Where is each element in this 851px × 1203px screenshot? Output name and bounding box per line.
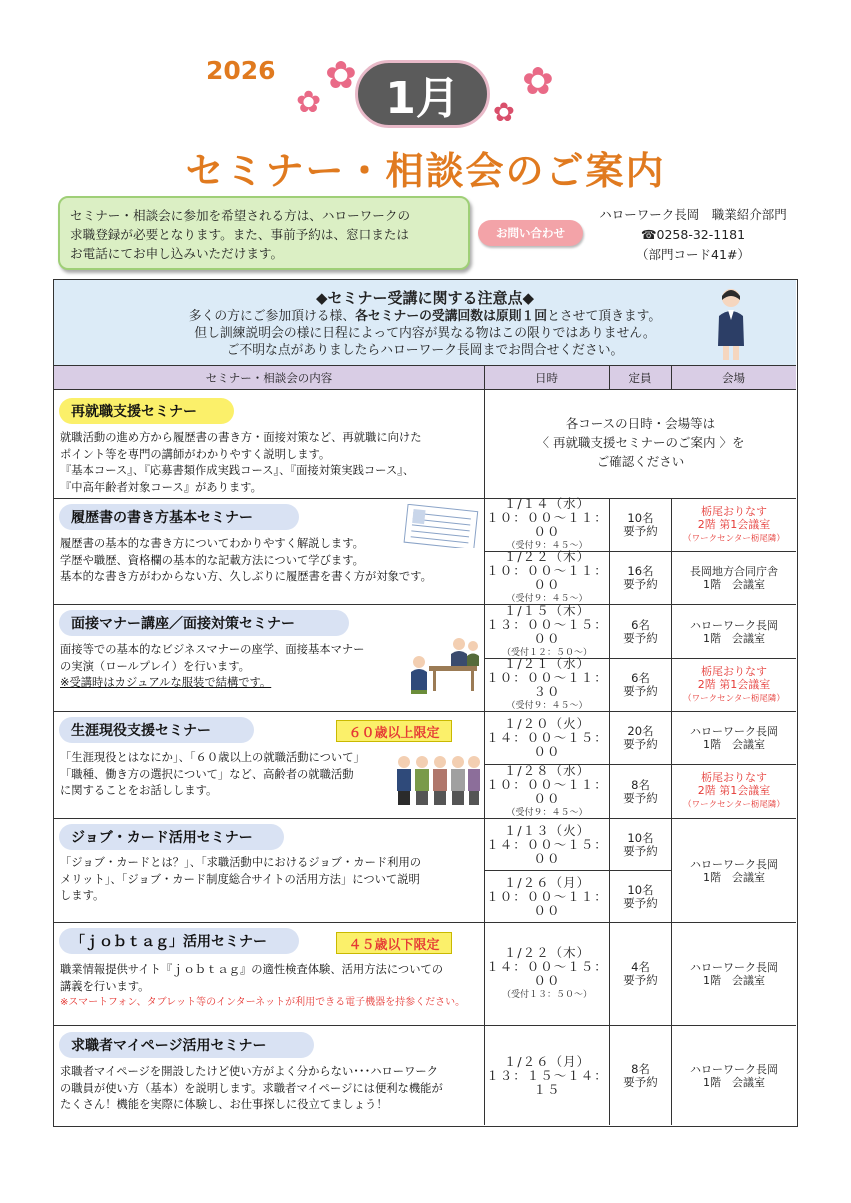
notice-line: お電話にてお申し込みいただけます。 <box>70 246 284 261</box>
session-capacity: 10名 要予約 <box>623 511 658 538</box>
seminar-description: 就職活動の進め方から履歴書の書き方・面接対策など、再就職に向けた ポイント等を専門の講師がわかりやすく説明します。 『基本コース』、『応募書類作成実践コース』、『面接対策実践コース』、 『中高年齢者対象コース』があります。 <box>60 431 422 494</box>
column-header-content: セミナー・相談会の内容 <box>54 366 484 390</box>
session-datetime: １/１３（火） １４：００～１５：００ <box>486 822 608 866</box>
registration-notice <box>58 196 470 270</box>
staff-person-icon <box>714 286 748 362</box>
seminar-description: 履歴書の基本的な書き方についてわかりやすく解説します。 学歴や職歴、資格欄の基本的な記載方法について学びます。 基本的な書き方がわからない方、久しぶりに履歴書を書く方が対象です。 <box>60 537 432 583</box>
plum-flower-icon: ✿ <box>522 59 554 103</box>
session-datetime: １/２１（水） １０：００～１１：３０ （受付９：４５～） <box>486 656 608 711</box>
seniors-group-icon <box>394 752 482 808</box>
column-divider <box>609 366 610 390</box>
column-header-datetime: 日時 <box>484 366 609 390</box>
attention-line: 多くの方にご参加頂ける様、各セミナーの受講回数は原則１回とさせて頂きます。 <box>188 309 662 324</box>
seminar-description: 職業情報提供サイト『ｊｏｂｔａｇ』の適性検査体験、活用方法についての 講義を行います。 ※スマートフォン、タブレット等のインターネットが利用できる電子機器を持参ください。 <box>60 963 466 1008</box>
session-capacity: 8名 要予約 <box>623 777 658 805</box>
notice-line: セミナー・相談会に参加を希望される方は、ハローワークの <box>70 208 411 223</box>
seminar-table <box>53 279 798 1127</box>
plum-flower-icon: ✿ <box>325 53 357 97</box>
session-capacity: 8名 要予約 <box>623 1061 658 1089</box>
plum-flower-icon: ✿ <box>296 85 322 120</box>
page-title: セミナー・相談会のご案内 <box>185 149 666 193</box>
contact-button[interactable]: お問い合わせ <box>478 220 583 246</box>
attention-panel <box>54 280 796 366</box>
seminar-description: 求職者マイページを開設したけど使い方がよく分からない･･･ハローワーク の職員が使い方（基本）を説明します。求職者マイページには便利な機能が たくさん！機能を実際に体験し、お仕事探しに役立てましょう！ <box>60 1065 443 1111</box>
session-datetime: １/２２（木） １４：００～１５：００ （受付１３：５０～） <box>486 945 608 1000</box>
session-datetime: １/２２（木） １０：００～１１：００ （受付９：４５～） <box>486 549 608 604</box>
session-capacity: 16名 要予約 <box>623 564 658 591</box>
interview-people-icon <box>409 632 481 698</box>
seminar-title-reemployment: 再就職支援セミナー <box>59 398 234 424</box>
seminar-description: 「ジョブ・カードとは？」、「求職活動中におけるジョブ・カード利用の メリット」、「ジョブ・カード制度総合サイトの活用方法」について説明 します。 <box>60 856 422 902</box>
session-venue: ハローワーク長岡 1階 会議室 <box>690 725 778 751</box>
session-datetime: １/２６（月） １０：００～１１：００ <box>486 874 608 918</box>
attention-heading: ◆セミナー受講に関する注意点◆ <box>315 289 535 307</box>
session-venue: ハローワーク長岡 1階 会議室 <box>690 857 778 884</box>
session-capacity: 10名 要予約 <box>623 830 658 858</box>
session-datetime: １/２８（水） １０：００～１１：００ （受付９：４５～） <box>486 762 608 818</box>
column-header-venue: 会場 <box>671 366 796 390</box>
reemployment-schedule-note: 各コースの日時・会場等は 〈 再就職支援セミナーのご案内 〉を ご確認ください <box>536 416 745 469</box>
session-datetime: １/２６（月） １３：１５～１４：１５ <box>486 1053 608 1097</box>
plum-flower-icon: ✿ <box>493 98 515 128</box>
seminar-title-jobtag: 「ｊｏｂｔａｇ」活用セミナー <box>59 928 299 954</box>
seminar-title-jobcard: ジョブ・カード活用セミナー <box>59 824 284 850</box>
attention-emphasis: 各セミナーの受講回数は原則１回 <box>355 309 548 324</box>
column-header-capacity: 定員 <box>609 366 671 390</box>
session-capacity: 6名 要予約 <box>623 671 658 698</box>
session-capacity: 6名 要予約 <box>623 617 658 645</box>
session-datetime: １/１５（木） １３：００～１５：００ （受付１２：５０～） <box>486 602 608 658</box>
session-venue: 栃尾おりなす 2階 第1会議室 （ワークセンター栃尾隣） <box>683 771 785 810</box>
phone-number[interactable]: ☎0258-32-1181 <box>640 227 746 242</box>
seminar-description: 「生涯現役とはなにか」、「６０歳以上の就職活動について」 「職種、働き方の選択について」など、高齢者の就職活動 に関することをお話しします。 <box>60 751 365 797</box>
session-venue: 栃尾おりなす 2階 第1会議室 （ワークセンター栃尾隣） <box>683 664 785 704</box>
dept-code: （部門コード41#） <box>636 247 750 262</box>
contact-info <box>588 205 798 265</box>
seminar-description: 面接等での基本的なビジネスマナーの座学、面接基本マナー の実演（ロールプレイ）を行います。 ※受講時はカジュアルな服装で結構です。 <box>60 643 365 689</box>
session-capacity: 20名 要予約 <box>623 724 658 751</box>
year-label: 2026 <box>206 56 276 85</box>
seminar-title-resume: 履歴書の書き方基本セミナー <box>59 504 299 530</box>
session-datetime: １/２０（火） １４：００～１５：００ <box>486 716 608 759</box>
seminar-title-lifelong: 生涯現役支援セミナー <box>59 717 254 743</box>
session-datetime: １/１４（水） １０：００～１１：００ （受付９：４５～） <box>486 496 608 551</box>
attention-line: ご不明な点がありましたらハローワーク長岡までお問合せください。 <box>226 343 624 358</box>
session-venue: 栃尾おりなす 2階 第1会議室 （ワークセンター栃尾隣） <box>683 504 785 544</box>
session-venue: ハローワーク長岡 1階 会議室 <box>690 961 778 987</box>
office-name: ハローワーク長岡 職業紹介部門 <box>599 207 787 222</box>
age-limit-badge: ４５歳以下限定 <box>336 932 452 954</box>
attention-line: 但し訓練説明会の様に日程によって内容が異なる物はこの限りではありません。 <box>194 326 656 341</box>
session-venue: ハローワーク長岡 1階 会議室 <box>690 1062 778 1089</box>
session-capacity: 4名 要予約 <box>623 960 658 987</box>
session-venue: 長岡地方合同庁舎 1階 会議室 <box>690 565 778 591</box>
age-limit-badge: ６０歳以上限定 <box>336 720 452 742</box>
month-badge: 1月 <box>355 60 490 128</box>
notice-line: 求職登録が必要となります。また、事前予約は、窓口または <box>70 227 410 242</box>
column-divider <box>671 366 672 390</box>
seminar-title-mypage: 求職者マイページ活用セミナー <box>59 1032 314 1058</box>
seminar-title-interview: 面接マナー講座／面接対策セミナー <box>59 610 349 636</box>
session-venue: ハローワーク長岡 1階 会議室 <box>690 618 778 645</box>
session-capacity: 10名 要予約 <box>623 882 658 910</box>
